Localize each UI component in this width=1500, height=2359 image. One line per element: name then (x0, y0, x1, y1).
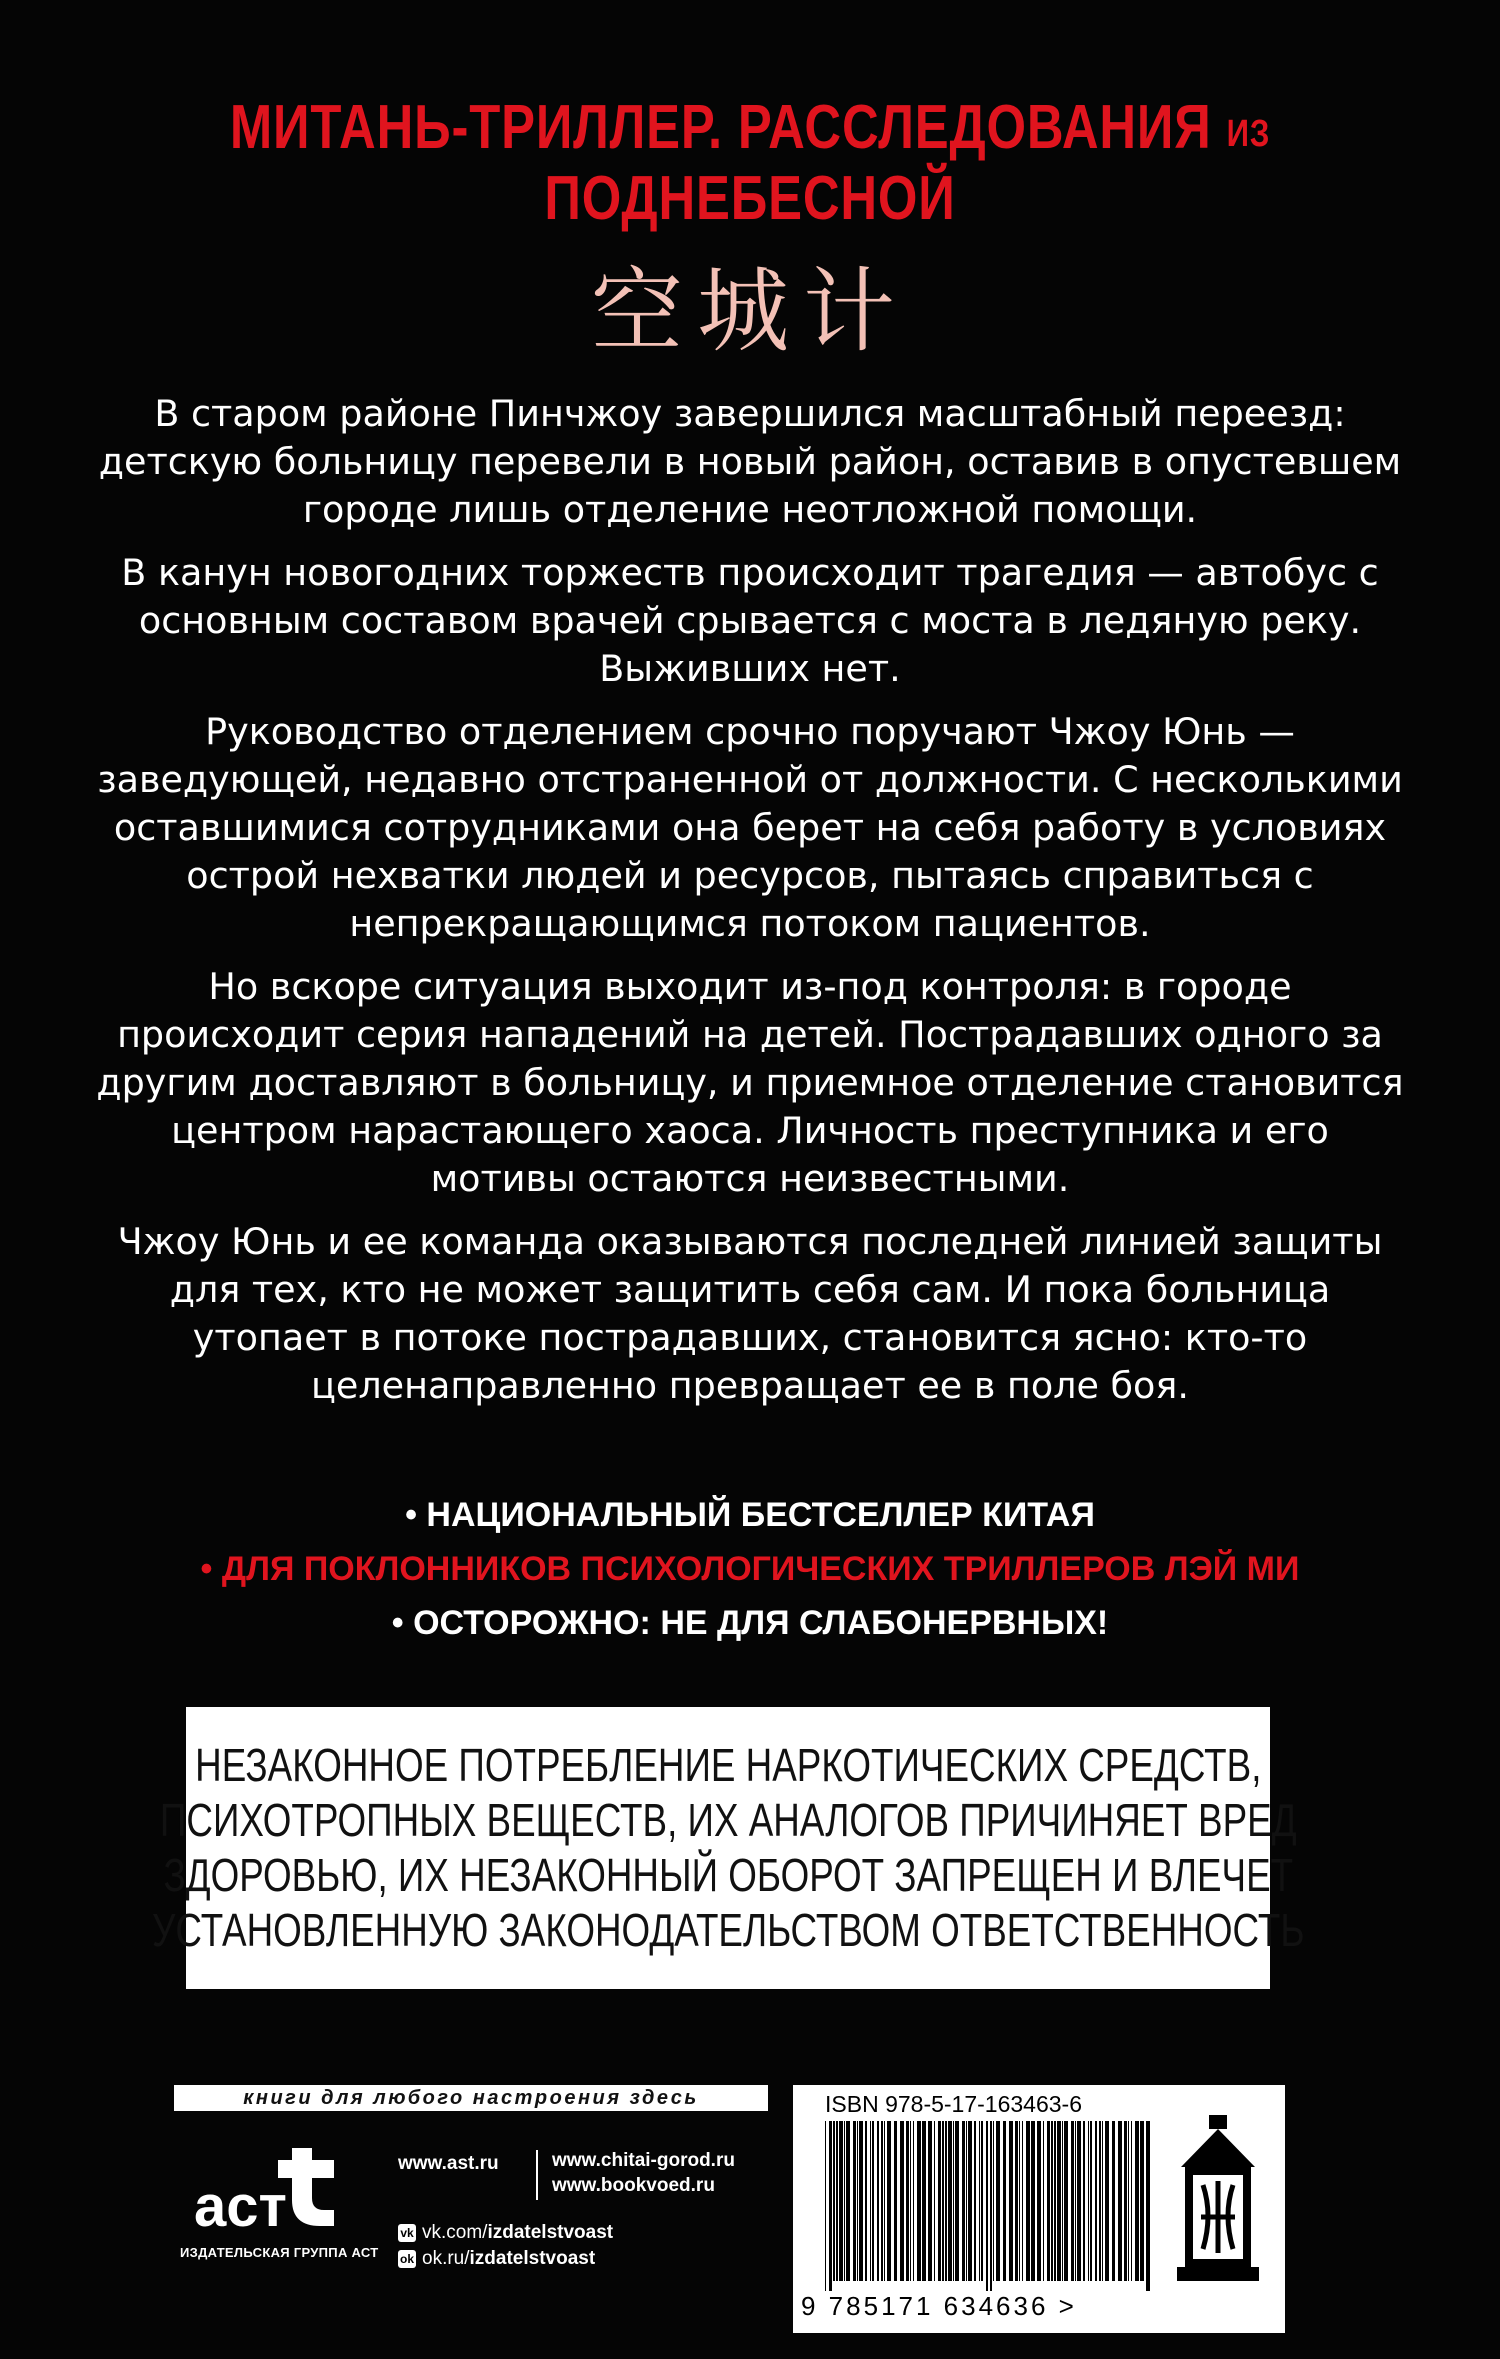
barcode-bar (1003, 2121, 1006, 2281)
barcode-bar (968, 2121, 972, 2281)
barcode-bar (1131, 2121, 1132, 2281)
barcode-bar (900, 2121, 904, 2281)
lantern-logo (1173, 2115, 1263, 2285)
barcode-bar (1022, 2121, 1023, 2281)
barcode-bar (986, 2121, 988, 2291)
blurb-paragraph: В старом районе Пинчжоу завершился масштабный переезд: детскую больницу перевели в новый район, оставив в опустевшем городе лишь отделение неотложной помощи. (98, 392, 1402, 531)
barcode-bar (1083, 2121, 1085, 2281)
barcode-bar (836, 2121, 838, 2281)
drug-warning-text (152, 1738, 1304, 1958)
barcode-bar (1019, 2121, 1020, 2281)
barcode-bar (870, 2121, 871, 2281)
barcode-bar (1026, 2121, 1030, 2281)
blurb-paragraph: Чжоу Юнь и ее команда оказываются последней линией защиты для тех, кто не может защитить себя сам. И пока больница утопает в потоке пострадавших, становится ясно: кто-то целенаправленно превращает ее в поле боя. (117, 1220, 1383, 1407)
barcode-bar (1047, 2121, 1050, 2281)
publisher-tagline: книги для любого настроения здесь (174, 2085, 768, 2111)
blurb-paragraph: Но вскоре ситуация выходит из-под контроля: в городе происходит серия нападений на детей. Пострадавших одного за другим доставляют в больницу, и приемное отделение становится центром нарастающего хаоса. Личность преступника и его мотивы остаются неизвестными. (96, 965, 1404, 1200)
barcode-bar (942, 2121, 944, 2281)
barcode-bar (887, 2121, 891, 2281)
ast-logo (174, 2130, 374, 2340)
ok-icon: ok (399, 2252, 414, 2266)
barcode-bar (839, 2121, 843, 2281)
ast-logo-text: аст (194, 2174, 287, 2239)
barcode-bar (1075, 2121, 1076, 2281)
barcode-bar (938, 2121, 941, 2281)
selling-points (0, 1488, 1500, 1650)
barcode-bar (1064, 2121, 1068, 2281)
barcode-bar (990, 2121, 992, 2291)
barcode-bar (844, 2121, 845, 2281)
barcode-bars (823, 2121, 1153, 2291)
chinese-title: 空城计 (590, 258, 909, 365)
barcode-bar (1088, 2121, 1089, 2281)
barcode-bar (979, 2121, 980, 2281)
barcode-bar (872, 2121, 874, 2281)
barcode-bar (962, 2121, 965, 2281)
barcode-bar (881, 2121, 883, 2281)
barcode-bar (1062, 2121, 1063, 2281)
ast-logo-mark (174, 2130, 374, 2240)
ok-prefix: ok.ru/ (422, 2248, 470, 2269)
warning-line: ПСИХОТРОПНЫХ ВЕЩЕСТВ, ИХ АНАЛОГОВ ПРИЧИНЯЕТ ВРЕД (159, 1794, 1297, 1846)
barcode-bar (853, 2121, 856, 2281)
series-title-part1: МИТАНЬ-ТРИЛЛЕР. РАССЛЕДОВАНИЯ (229, 93, 1227, 162)
barcode-bar (1071, 2121, 1074, 2281)
drug-warning-box (151, 1707, 1305, 1989)
series-title-part2: ПОДНЕБЕСНОЙ (544, 164, 956, 233)
barcode-bar (966, 2121, 967, 2281)
barcode-bar (1112, 2121, 1115, 2281)
barcode-bar (1037, 2121, 1041, 2281)
barcode-bar (1095, 2121, 1097, 2281)
barcode-bar (948, 2121, 952, 2281)
barcode-bar (1051, 2121, 1053, 2281)
link-ast[interactable]: www.ast.ru (398, 2153, 499, 2174)
barcode-bar (953, 2121, 954, 2281)
barcode-bar (846, 2121, 850, 2281)
barcode-bar (1031, 2121, 1035, 2281)
barcode-bar (910, 2121, 911, 2281)
barcode-bar (1140, 2121, 1144, 2281)
barcode-bar (1054, 2121, 1056, 2281)
barcode-bar (825, 2121, 826, 2291)
barcode-bar (859, 2121, 863, 2281)
barcode-bar (1146, 2121, 1150, 2291)
bullet-fans: • ДЛЯ ПОКЛОННИКОВ ПСИХОЛОГИЧЕСКИХ ТРИЛЛЕРОВ ЛЭЙ МИ (200, 1550, 1300, 1588)
link-bookvoed[interactable]: www.bookvoed.ru (552, 2175, 715, 2196)
vk-icon: vk (398, 2224, 416, 2242)
blurb-paragraph: В канун новогодних торжеств происходит трагедия — автобус с основным составом врачей срывается с моста в ледяную реку. Выживших нет. (121, 551, 1379, 690)
ok-link[interactable] (398, 2248, 595, 2270)
barcode-bar (1124, 2121, 1127, 2281)
bullet-bestseller: • НАЦИОНАЛЬНЫЙ БЕСТСЕЛЛЕР КИТАЯ (405, 1496, 1095, 1534)
barcode-bar (1077, 2121, 1081, 2281)
barcode-bar (974, 2121, 976, 2281)
barcode-bar (1102, 2121, 1103, 2281)
barcode-bar (1043, 2121, 1044, 2281)
series-title (135, 92, 1365, 234)
vk-prefix: vk.com/ (422, 2222, 488, 2243)
barcode-bar (894, 2121, 897, 2281)
barcode-bar (1015, 2121, 1018, 2281)
bullet-warning: • ОСТОРОЖНО: НЕ ДЛЯ СЛАБОНЕРВНЫХ! (391, 1604, 1109, 1642)
divider (536, 2150, 538, 2200)
barcode-bar (1128, 2121, 1129, 2281)
barcode-bar (906, 2121, 909, 2281)
barcode-bar (833, 2121, 835, 2281)
ok-handle: izdatelstvoast (469, 2248, 596, 2269)
barcode-bar (1099, 2121, 1101, 2281)
vk-handle: izdatelstvoast (487, 2222, 614, 2243)
barcode-bar (1009, 2121, 1013, 2281)
barcode-bar (981, 2121, 983, 2281)
blurb-text (95, 390, 1405, 1425)
barcode-bar (993, 2121, 994, 2281)
barcode-bar (928, 2121, 932, 2281)
link-chitai-gorod[interactable]: www.chitai-gorod.ru (552, 2150, 735, 2171)
warning-line: УСТАНОВЛЕННУЮ ЗАКОНОДАТЕЛЬСТВОМ ОТВЕТСТВЕННОСТЬ (151, 1904, 1305, 1956)
barcode-bar (996, 2121, 1000, 2281)
publisher-caption: ИЗДАТЕЛЬСКАЯ ГРУППА АСТ (180, 2245, 379, 2260)
barcode-bar (857, 2121, 858, 2281)
barcode-bar (865, 2121, 867, 2281)
barcode-bar (1090, 2121, 1092, 2281)
warning-line: ЗДОРОВЬЮ, ИХ НЕЗАКОННЫЙ ОБОРОТ ЗАПРЕЩЕН И ВЛЕЧЕТ (163, 1849, 1293, 1901)
barcode-bar (1105, 2121, 1109, 2281)
blurb-paragraph: Руководство отделением срочно поручают Чжоу Юнь — заведующей, недавно отстраненной от должности. С несколькими оставшимися сотрудниками она берет на себя работу в условиях острой нехватки людей и ресурсов, пытаясь справиться с непрекращающимся потоком пациентов. (97, 710, 1403, 945)
ean-digits: 9 785171 634636 > (801, 2291, 1077, 2321)
barcode-bar (934, 2121, 935, 2281)
series-title-small: ИЗ (1226, 113, 1271, 155)
barcode-bar (917, 2121, 921, 2281)
barcode-bar (913, 2121, 914, 2281)
barcode-bar (829, 2121, 832, 2291)
barcode-bar (955, 2121, 959, 2281)
barcode-bar (884, 2121, 885, 2281)
barcode-bar (1135, 2121, 1139, 2281)
vk-link[interactable] (398, 2222, 613, 2244)
warning-line: НЕЗАКОННОЕ ПОТРЕБЛЕНИЕ НАРКОТИЧЕСКИХ СРЕДСТВ, (194, 1739, 1262, 1791)
barcode-bar (922, 2121, 926, 2281)
barcode-panel (793, 2085, 1285, 2333)
barcode-bar (1118, 2121, 1122, 2281)
barcode-bar (1057, 2121, 1061, 2281)
isbn-text: ISBN 978-5-17-163463-6 (825, 2091, 1082, 2117)
barcode-bar (877, 2121, 879, 2281)
barcode-bar (945, 2121, 947, 2281)
